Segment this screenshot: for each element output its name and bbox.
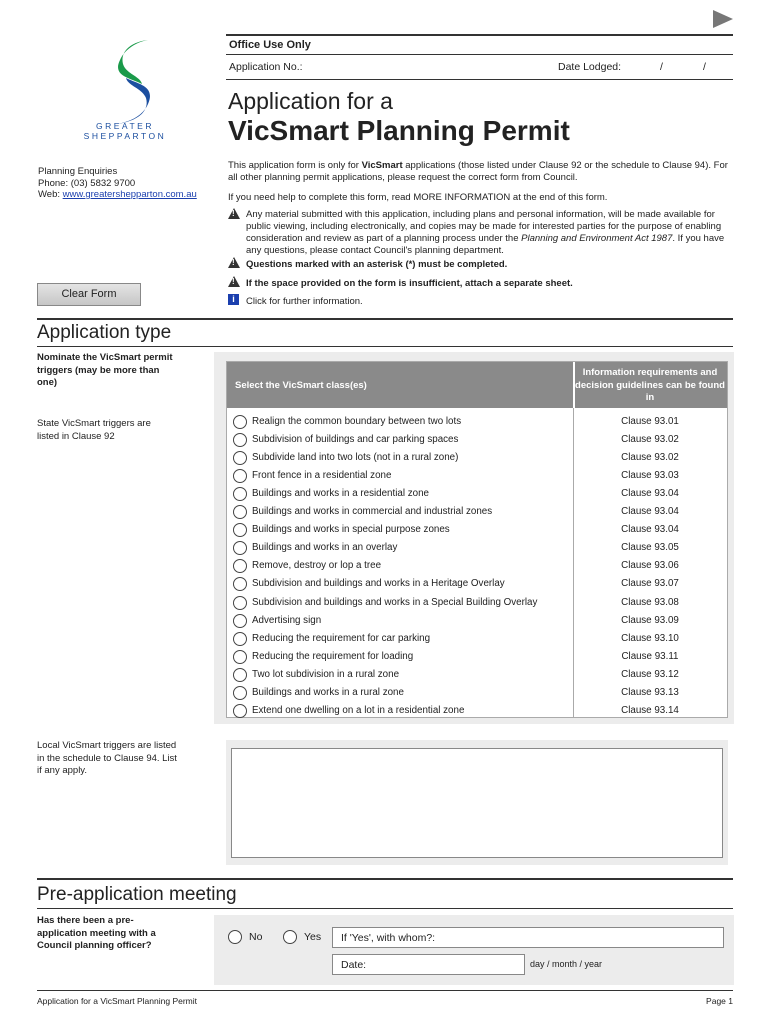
- class-label: Reducing the requirement for car parking: [252, 632, 431, 644]
- info-icon[interactable]: i: [228, 294, 239, 305]
- clause-reference: Clause 93.02: [621, 452, 679, 464]
- table-row[interactable]: [227, 702, 727, 720]
- table-row[interactable]: [227, 539, 727, 557]
- table-row[interactable]: [227, 485, 727, 503]
- application-type-title: Application type: [37, 322, 172, 343]
- asterisk-notice: Questions marked with an asterisk (*) must be completed.: [246, 259, 508, 270]
- intro-paragraph: This application form is only for VicSmart applications (those listed under Clause 92 or the schedule to Clause 94). For all other planning permit applications, please request the correct form from Council.: [228, 160, 728, 183]
- section-underline: [37, 346, 733, 347]
- footer-rule: [37, 990, 733, 991]
- class-radio[interactable]: [233, 596, 247, 610]
- clause-reference: Clause 93.05: [621, 542, 679, 554]
- class-radio[interactable]: [233, 577, 247, 591]
- info-notice[interactable]: Click for further information.: [246, 296, 363, 307]
- class-label: Advertising sign: [252, 614, 322, 626]
- office-bottom-rule: [226, 79, 733, 80]
- class-radio[interactable]: [233, 614, 247, 628]
- class-radio[interactable]: [233, 415, 247, 429]
- public-viewing-notice: Any material submitted with this application, including plans and personal information, will be made available for public viewing, including electronically, and copies may be made for interested parties for the purpose of enabling consideration and review as part of a planning process under the Planning and Environment Act 1987. If you have any questions, please contact Council's planning department.: [246, 209, 725, 256]
- office-use-title: Office Use Only: [229, 39, 311, 51]
- class-radio[interactable]: [233, 487, 247, 501]
- table-header: [227, 362, 727, 408]
- no-radio[interactable]: [228, 930, 242, 944]
- greater-shepparton-logo: [90, 38, 174, 126]
- table-row[interactable]: [227, 630, 727, 648]
- table-row[interactable]: [227, 648, 727, 666]
- clause-reference: Clause 93.13: [621, 686, 679, 698]
- clause-reference: Clause 93.12: [621, 668, 679, 680]
- class-label: Reducing the requirement for loading: [252, 650, 414, 662]
- logo-wordmark: GREATER SHEPPARTON: [83, 121, 167, 141]
- footer-title: Application for a VicSmart Planning Permit: [37, 996, 198, 1006]
- col-class-header: Select the VicSmart class(es): [235, 380, 367, 391]
- class-label: Buildings and works in special purpose zones: [252, 524, 450, 536]
- class-label: Buildings and works in a residential zone: [252, 488, 429, 500]
- pre-application-title: Pre-application meeting: [37, 884, 237, 905]
- table-row[interactable]: [227, 431, 727, 449]
- space-notice: If the space provided on the form is insufficient, attach a separate sheet.: [246, 278, 573, 289]
- col-clause-header: Information requirements and decision guidelines can be found in: [575, 367, 725, 403]
- section-underline: [37, 908, 733, 909]
- class-radio[interactable]: [233, 505, 247, 519]
- class-label: Two lot subdivision in a rural zone: [252, 668, 400, 680]
- clause-reference: Clause 93.07: [621, 578, 679, 590]
- meeting-date-field[interactable]: Date:: [332, 954, 525, 975]
- class-label: Subdivision and buildings and works in a Special Building Overlay: [252, 596, 538, 608]
- page-title-line2: VicSmart Planning Permit: [228, 115, 570, 146]
- clause-reference: Clause 93.02: [621, 434, 679, 446]
- clause-reference: Clause 93.04: [621, 506, 679, 518]
- warning-icon: [228, 276, 240, 287]
- class-radio[interactable]: [233, 469, 247, 483]
- clause-reference: Clause 93.11: [621, 650, 679, 662]
- with-whom-field[interactable]: If 'Yes', with whom?:: [332, 927, 724, 948]
- table-row[interactable]: [227, 521, 727, 539]
- local-triggers-input[interactable]: [231, 748, 723, 858]
- pre-application-question: Has there been a pre-application meeting with a Council planning officer?: [37, 915, 156, 951]
- class-label: Buildings and works in commercial and industrial zones: [252, 506, 493, 518]
- table-row[interactable]: [227, 684, 727, 702]
- clause-reference: Clause 93.08: [621, 596, 679, 608]
- table-row[interactable]: [227, 666, 727, 684]
- class-label: Remove, destroy or lop a tree: [252, 560, 382, 572]
- clause-reference: Clause 93.10: [621, 632, 679, 644]
- application-no-label: Application No.:: [229, 61, 303, 73]
- help-paragraph: If you need help to complete this form, read MORE INFORMATION at the end of this form.: [228, 192, 608, 203]
- class-radio[interactable]: [233, 632, 247, 646]
- table-row[interactable]: [227, 467, 727, 485]
- class-radio[interactable]: [233, 650, 247, 664]
- website-link[interactable]: www.greatershepparton.com.au: [62, 189, 197, 200]
- class-label: Extend one dwelling on a lot in a residential zone: [252, 704, 465, 716]
- class-radio[interactable]: [233, 523, 247, 537]
- date-lodged-label: Date Lodged:: [558, 61, 622, 73]
- class-radio[interactable]: [233, 704, 247, 718]
- office-divider: [226, 54, 733, 55]
- class-label: Buildings and works in an overlay: [252, 542, 398, 554]
- office-top-rule: [226, 34, 733, 36]
- class-label: Subdivide land into two lots (not in a rural zone): [252, 452, 459, 464]
- class-label: Buildings and works in a rural zone: [252, 686, 404, 698]
- class-radio[interactable]: [233, 559, 247, 573]
- clause-reference: Clause 93.09: [621, 614, 679, 626]
- date-separator: /: [660, 61, 663, 73]
- next-page-arrow-icon[interactable]: [713, 10, 733, 28]
- nominate-label: Nominate the VicSmart permit triggers (may be more than one): [37, 352, 173, 388]
- clause-reference: Clause 93.04: [621, 524, 679, 536]
- class-radio[interactable]: [233, 668, 247, 682]
- class-label: Subdivision and buildings and works in a Heritage Overlay: [252, 578, 505, 590]
- yes-label: Yes: [304, 931, 322, 943]
- class-radio[interactable]: [233, 686, 247, 700]
- local-triggers-label: Local VicSmart triggers are listed in the schedule to Clause 94. List if any apply.: [37, 740, 177, 776]
- class-label: Front fence in a residential zone: [252, 470, 392, 482]
- section-rule: [37, 318, 733, 320]
- clause-reference: Clause 93.01: [621, 416, 679, 427]
- clause-reference: Clause 93.03: [621, 470, 679, 482]
- class-radio[interactable]: [233, 541, 247, 555]
- clause-reference: Clause 93.06: [621, 560, 679, 572]
- planning-enquiries: Planning Enquiries Phone: (03) 5832 9700 Web: www.greatershepparton.com.au: [38, 166, 197, 200]
- table-row[interactable]: [227, 557, 727, 575]
- clause-reference: Clause 93.04: [621, 488, 679, 500]
- warning-icon: [228, 208, 240, 219]
- yes-radio[interactable]: [283, 930, 297, 944]
- clause-reference: Clause 93.14: [621, 704, 679, 716]
- class-radio[interactable]: [233, 451, 247, 465]
- no-label: No: [249, 931, 263, 943]
- page-title-line1: Application for a: [228, 88, 393, 114]
- date-separator: /: [703, 61, 706, 73]
- table-row[interactable]: [227, 594, 727, 612]
- page-number: Page 1: [706, 996, 733, 1006]
- date-format-hint: day / month / year: [530, 959, 603, 969]
- class-radio[interactable]: [233, 433, 247, 447]
- class-label: Subdivision of buildings and car parking spaces: [252, 434, 459, 446]
- clear-form-button[interactable]: Clear Form: [37, 283, 141, 306]
- class-label: Realign the common boundary between two lots: [252, 416, 462, 427]
- section-rule: [37, 878, 733, 880]
- local-triggers-panel: [226, 740, 728, 865]
- table-row[interactable]: [227, 612, 727, 630]
- table-row[interactable]: [227, 503, 727, 521]
- table-row[interactable]: [227, 575, 727, 593]
- warning-icon: [228, 257, 240, 268]
- state-triggers-label: State VicSmart triggers are listed in Clause 92: [37, 418, 151, 442]
- table-row[interactable]: [227, 413, 727, 431]
- table-row[interactable]: [227, 449, 727, 467]
- vicsmart-class-table: [226, 361, 728, 718]
